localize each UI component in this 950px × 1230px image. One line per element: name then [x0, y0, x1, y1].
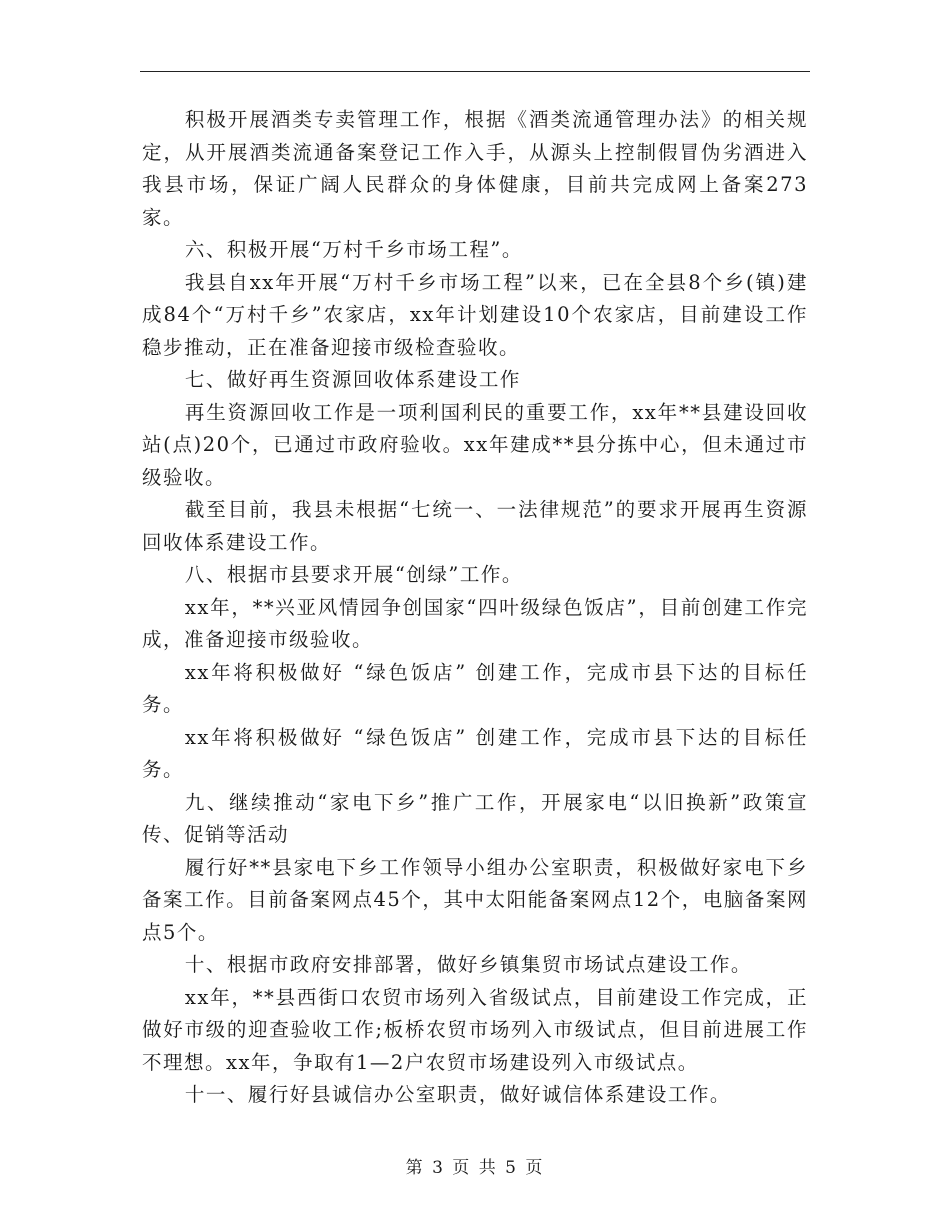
paragraph: 积极开展酒类专卖管理工作，根据《酒类流通管理办法》的相关规定，从开展酒类流通备案登记工作入手，从源头上控制假冒伪劣酒进入我县市场，保证广阔人民群众的身体健康，目前共完成网上备案273家。	[142, 108, 808, 229]
paragraph: 截至目前，我县未根据“七统一、一法律规范”的要求开展再生资源回收体系建设工作。	[142, 498, 808, 554]
paragraph: 履行好**县家电下乡工作领导小组办公室职责，积极做好家电下乡备案工作。目前备案网点45个，其中太阳能备案网点12个，电脑备案网点5个。	[142, 855, 808, 944]
section-heading: 十、根据市政府安排部署，做好乡镇集贸市场试点建设工作。	[184, 953, 752, 976]
paragraph: xx年，**县西街口农贸市场列入省级试点，目前建设工作完成，正做好市级的迎查验收工作;板桥农贸市场列入市级试点，但目前进展工作不理想。xx年，争取有1—2户农贸市场建设列入市级试点。	[142, 985, 808, 1074]
document-body	[142, 104, 808, 1112]
paragraph: xx年将积极做好 “绿色饭店” 创建工作，完成市县下达的目标任务。	[142, 725, 808, 781]
paragraph: xx年，**兴亚风情园争创国家“四叶级绿色饭店”，目前创建工作完成，准备迎接市级验收。	[142, 595, 808, 651]
page-number: 第 3 页 共 5 页	[405, 1158, 545, 1178]
section-heading: 八、根据市县要求开展“创绿”工作。	[184, 563, 523, 586]
section-heading: 十一、履行好县诚信办公室职责，做好诚信体系建设工作。	[184, 1083, 731, 1106]
paragraph: 再生资源回收工作是一项利国利民的重要工作，xx年**县建设回收站(点)20个，已通过市政府验收。xx年建成**县分拣中心，但未通过市级验收。	[142, 400, 808, 489]
paragraph: 我县自xx年开展“万村千乡市场工程”以来，已在全县8个乡(镇)建成84个“万村千乡”农家店，xx年计划建设10个农家店，目前建设工作稳步推动，正在准备迎接市级检查验收。	[142, 270, 808, 359]
section-heading: 六、积极开展“万村千乡市场工程”。	[184, 238, 523, 261]
header-rule	[140, 71, 810, 72]
paragraph: xx年将积极做好 “绿色饭店” 创建工作，完成市县下达的目标任务。	[142, 660, 808, 716]
section-heading: 九、继续推动“家电下乡”推广工作，开展家电“以旧换新”政策宣传、促销等活动	[142, 790, 808, 846]
section-heading: 七、做好再生资源回收体系建设工作	[184, 368, 521, 391]
